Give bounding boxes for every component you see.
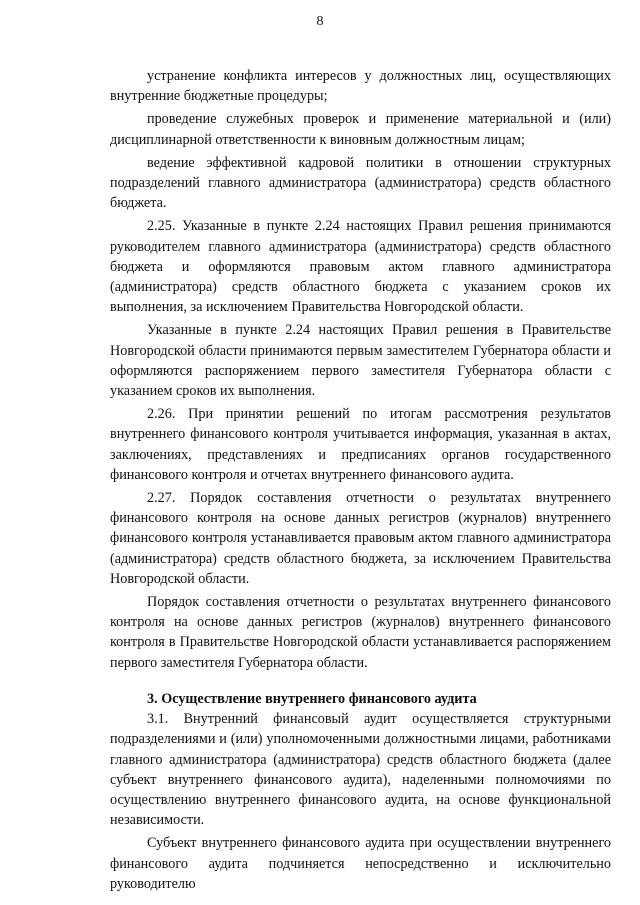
paragraph-3-1: 3.1. Внутренний финансовый аудит осуществляется структурными подразделениями и (или) уполномоченными должностными лицами, работниками главного администратора (администратора) средств областного бюджета (далее субъект внутреннего финансового аудита), наделенными полномочиями по осуществлению внутреннего финансового аудита, на основе функциональной независимости. bbox=[110, 711, 611, 829]
paragraph: устранение конфликта интересов у должностных лиц, осуществляющих внутренние бюджетные процедуры; bbox=[110, 68, 611, 105]
paragraph: ведение эффективной кадровой политики в отношении структурных подразделений главного администратора (администратора) средств областного бюджета. bbox=[110, 154, 611, 212]
paragraph-2-27: 2.27. Порядок составления отчетности о результатах внутреннего финансового контроля на основе данных регистров (журналов) внутреннего финансового контроля устанавливается правовым актом главного администратора (администратора) средств областного бюджета, за исключением Правительства Новгородской области. bbox=[110, 490, 611, 587]
page-number: 8 bbox=[316, 14, 324, 29]
paragraph: Порядок составления отчетности о результатах внутреннего финансового контроля на основе данных регистров (журналов) внутреннего финансового контроля в Правительстве Новгородской области устанавливается распоряжением первого заместителя Губернатора области. bbox=[110, 594, 611, 671]
paragraph-2-25: 2.25. Указанные в пункте 2.24 настоящих Правил решения принимаются руководителем главного администратора (администратора) средств областного бюджета и оформляются правовым актом главного администратора (администратора) средств областного бюджета с указанием сроков их выполнения, за исключением Правительства Новгородской области. bbox=[110, 218, 611, 316]
paragraph-2-26: 2.26. При принятии решений по итогам рассмотрения результатов внутреннего финансового контроля учитывается информация, указанная в актах, заключениях, представлениях и предписаниях органов государственного финансового контроля и отчетах внутреннего финансового аудита. bbox=[110, 406, 611, 483]
paragraph: Указанные в пункте 2.24 настоящих Правил решения в Правительстве Новгородской области принимаются первым заместителем Губернатора области и оформляются распоряжением первого заместителя Губернатора области с указанием сроков их выполнения. bbox=[110, 322, 611, 400]
document-body bbox=[110, 66, 611, 894]
section-heading: 3. Осуществление внутреннего финансового аудита bbox=[147, 690, 477, 707]
paragraph: Субъект внутреннего финансового аудита при осуществлении внутреннего финансового аудита подчиняется непосредственно и исключительно руководителю bbox=[110, 835, 611, 892]
paragraph: проведение служебных проверок и применение материальной и (или) дисциплинарной ответственности к виновным должностным лицам; bbox=[110, 111, 611, 148]
